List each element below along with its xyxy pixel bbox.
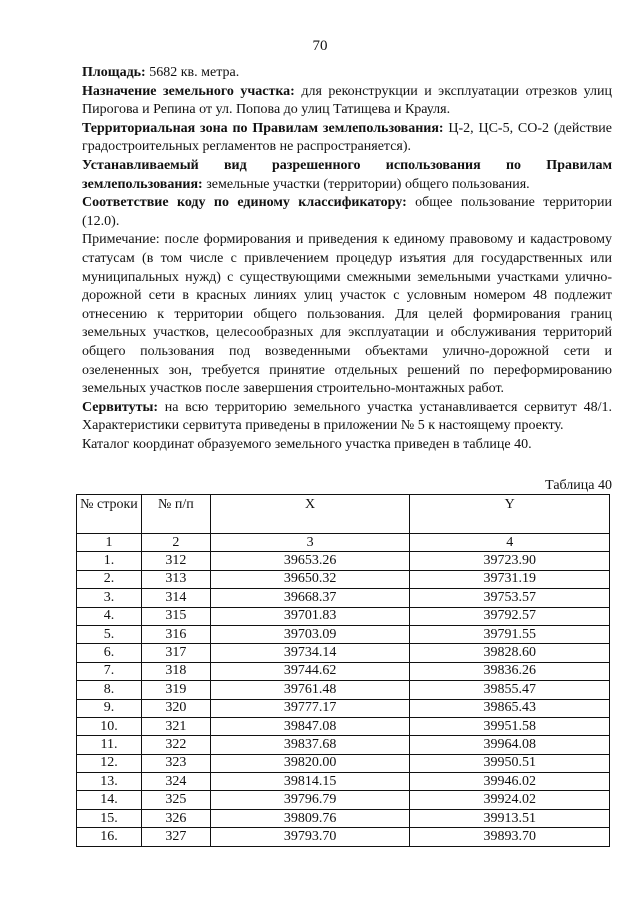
y-coordinate-cell: 39913.51 (410, 809, 610, 827)
point-number-cell: 318 (141, 662, 210, 680)
y-coordinate-cell: 39791.55 (410, 625, 610, 643)
purpose-label: Назначение земельного участка: (82, 83, 295, 99)
index-cell: 2 (141, 534, 210, 552)
table-row (77, 773, 610, 791)
table-row (77, 681, 610, 699)
row-number-cell: 15. (77, 809, 142, 827)
table-caption: Таблица 40 (545, 478, 612, 493)
point-number-cell: 317 (141, 644, 210, 662)
y-coordinate-cell: 39964.08 (410, 736, 610, 754)
x-coordinate-cell: 39809.76 (210, 809, 410, 827)
x-coordinate-cell: 39847.08 (210, 717, 410, 735)
y-coordinate-cell: 39836.26 (410, 662, 610, 680)
x-coordinate-cell: 39777.17 (210, 699, 410, 717)
classifier-label: Соответствие коду по единому классификатору: (82, 195, 407, 211)
x-coordinate-cell: 39744.62 (210, 662, 410, 680)
table-body (77, 552, 610, 846)
zone-paragraph (82, 120, 612, 157)
table-index-row (77, 534, 610, 552)
zone-value: Ц-2, ЦС-5, СО-2 (действие градостроительных регламентов не распространяется). (82, 120, 612, 155)
table-row (77, 625, 610, 643)
point-number-cell: 313 (141, 570, 210, 588)
area-value: 5682 кв. метра. (145, 65, 240, 80)
header-row-number: № строки (77, 495, 142, 534)
y-coordinate-cell: 39951.58 (410, 717, 610, 735)
table-row (77, 809, 610, 827)
y-coordinate-cell: 39723.90 (410, 552, 610, 570)
table-header-row (77, 495, 610, 534)
purpose-value: для реконструкции и эксплуатации отрезков улиц Пирогова и Репина от ул. Попова до улиц Татищева и Крауля. (82, 83, 613, 118)
classifier-paragraph (82, 194, 612, 231)
point-number-cell: 325 (141, 791, 210, 809)
table-row (77, 736, 610, 754)
zone-label: Территориальная зона по Правилам землепользования: (82, 120, 444, 136)
table-row (77, 754, 610, 772)
point-number-cell: 316 (141, 625, 210, 643)
page-number: 70 (312, 38, 328, 54)
point-number-cell: 323 (141, 754, 210, 772)
permitted-use-value: земельные участки (территории) общего пользования. (202, 176, 530, 192)
x-coordinate-cell: 39820.00 (210, 754, 410, 772)
point-number-cell: 312 (141, 552, 210, 570)
y-coordinate-cell: 39855.47 (410, 681, 610, 699)
y-coordinate-cell: 39753.57 (410, 589, 610, 607)
area-label: Площадь: (82, 65, 146, 80)
table-row (77, 607, 610, 625)
point-number-cell: 320 (141, 699, 210, 717)
x-coordinate-cell: 39650.32 (210, 570, 410, 588)
point-number-cell: 327 (141, 828, 210, 846)
x-coordinate-cell: 39668.37 (210, 589, 410, 607)
index-cell: 3 (210, 534, 410, 552)
x-coordinate-cell: 39761.48 (210, 681, 410, 699)
y-coordinate-cell: 39792.57 (410, 607, 610, 625)
coordinates-table (76, 494, 610, 847)
index-cell: 1 (77, 534, 142, 552)
point-number-cell: 321 (141, 717, 210, 735)
row-number-cell: 5. (77, 625, 142, 643)
table-row (77, 699, 610, 717)
row-number-cell: 6. (77, 644, 142, 662)
y-coordinate-cell: 39865.43 (410, 699, 610, 717)
point-number-cell: 319 (141, 681, 210, 699)
x-coordinate-cell: 39701.83 (210, 607, 410, 625)
y-coordinate-cell: 39946.02 (410, 773, 610, 791)
catalog-paragraph: Каталог координат образуемого земельного участка приведен в таблице 40. (82, 436, 532, 452)
classifier-value: общее пользование территории (12.0). (82, 195, 612, 229)
row-number-cell: 8. (77, 681, 142, 699)
header-x: X (210, 495, 410, 534)
header-point-number: № п/п (141, 495, 210, 534)
table-row (77, 570, 610, 588)
point-number-cell: 314 (141, 589, 210, 607)
purpose-paragraph (82, 83, 612, 120)
x-coordinate-cell: 39734.14 (210, 644, 410, 662)
row-number-cell: 13. (77, 773, 142, 791)
permitted-use-paragraph (82, 157, 612, 194)
row-number-cell: 10. (77, 717, 142, 735)
x-coordinate-cell: 39793.70 (210, 828, 410, 846)
x-coordinate-cell: 39796.79 (210, 791, 410, 809)
row-number-cell: 16. (77, 828, 142, 846)
servitudes-label: Сервитуты: (82, 399, 159, 415)
x-coordinate-cell: 39837.68 (210, 736, 410, 754)
note-paragraph: Примечание: после формирования и приведения к единому правовому и кадастровому статусам (в том числе с привлечением процедур изъятия для государственных или муниципальных нужд) с существующими смежными земельными участками улично-дорожной сети в красных линиях улиц участок с условным номером 48 подлежит отнесению к территории общего пользования. Для целей формирования границ земельных участков, целесообразных для эксплуатации и обслуживания территорий общего пользования под возведенными объектами улично-дорожной сети и озелененных зон, требуется принятие отдельных решений по переформированию земельных участков после завершения строительно-монтажных работ. (82, 232, 612, 397)
row-number-cell: 3. (77, 589, 142, 607)
servitudes-paragraph (82, 399, 612, 436)
point-number-cell: 322 (141, 736, 210, 754)
x-coordinate-cell: 39653.26 (210, 552, 410, 570)
row-number-cell: 1. (77, 552, 142, 570)
table-row (77, 717, 610, 735)
table-row (77, 828, 610, 846)
area-paragraph (82, 64, 612, 83)
row-number-cell: 7. (77, 662, 142, 680)
y-coordinate-cell: 39731.19 (410, 570, 610, 588)
table-row (77, 644, 610, 662)
table-row (77, 662, 610, 680)
y-coordinate-cell: 39828.60 (410, 644, 610, 662)
y-coordinate-cell: 39924.02 (410, 791, 610, 809)
row-number-cell: 9. (77, 699, 142, 717)
x-coordinate-cell: 39814.15 (210, 773, 410, 791)
servitudes-value: на всю территорию земельного участка устанавливается сервитут 48/1. Характеристики сервитута приведены в приложении № 5 к настоящему проекту. (82, 399, 612, 434)
header-y: Y (410, 495, 610, 534)
table-row (77, 589, 610, 607)
row-number-cell: 11. (77, 736, 142, 754)
document-body (82, 64, 612, 454)
point-number-cell: 324 (141, 773, 210, 791)
permitted-use-label: Устанавливаемый вид разрешенного использования по Правилам землепользования: (82, 157, 612, 192)
x-coordinate-cell: 39703.09 (210, 625, 410, 643)
index-cell: 4 (410, 534, 610, 552)
row-number-cell: 2. (77, 570, 142, 588)
table-row (77, 791, 610, 809)
y-coordinate-cell: 39893.70 (410, 828, 610, 846)
row-number-cell: 4. (77, 607, 142, 625)
row-number-cell: 12. (77, 754, 142, 772)
y-coordinate-cell: 39950.51 (410, 754, 610, 772)
point-number-cell: 326 (141, 809, 210, 827)
row-number-cell: 14. (77, 791, 142, 809)
point-number-cell: 315 (141, 607, 210, 625)
table-row (77, 552, 610, 570)
